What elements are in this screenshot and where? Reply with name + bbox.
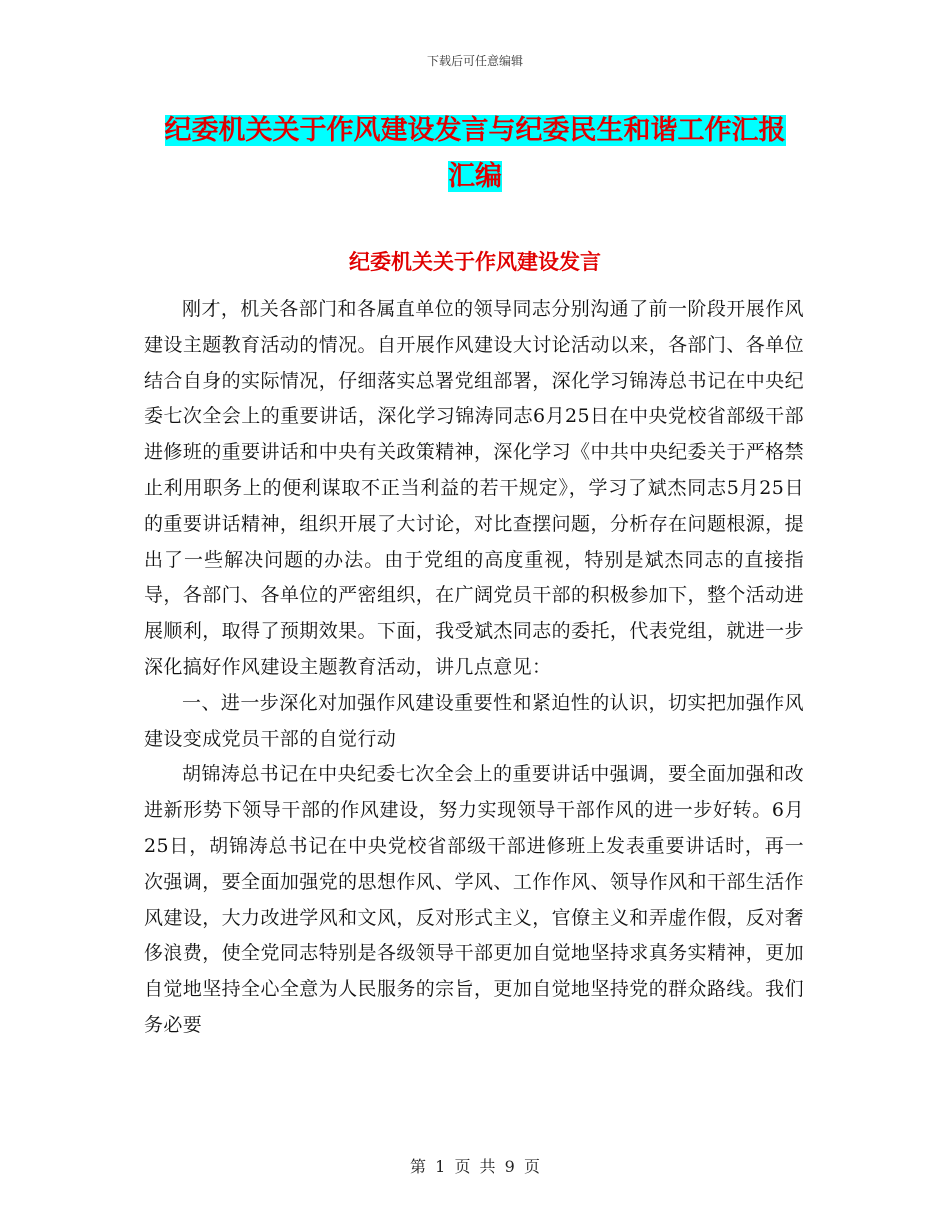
- page-label-mid: 页: [454, 1157, 471, 1176]
- page-label-suffix: 页: [523, 1157, 540, 1176]
- body-paragraph-3: 胡锦涛总书记在中央纪委七次全会上的重要讲话中强调，要全面加强和改进新形势下领导干部的作风建设，努力实现领导干部作风的进一步好转。6月25日，胡锦涛总书记在中央党校省部级干部进修班上发表重要讲话时，再一次强调，要全面加强党的思想作风、学风、工作作风、领导作风和干部生活作风建设，大力改进学风和文风，反对形式主义，官僚主义和弄虚作假，反对奢侈浪费，使全党同志特别是各级领导干部更加自觉地坚持求真务实精神，更加自觉地坚持全心全意为人民服务的宗旨，更加自觉地坚持党的群众路线。我们务必要: [144, 763, 804, 1036]
- current-page-number: 1: [435, 1157, 446, 1176]
- document-title: [140, 108, 810, 200]
- page-footer: [0, 1154, 950, 1177]
- document-title-line-1: 纪委机关关于作风建设发言与纪委民生和谐工作汇报: [164, 115, 786, 146]
- body-paragraph-1: 刚才，机关各部门和各属直单位的领导同志分别沟通了前一阶段开展作风建设主题教育活动的情况。自开展作风建设大讨论活动以来，各部门、各单位结合自身的实际情况，仔细落实总署党组部署，深化学习锦涛总书记在中央纪委七次全会上的重要讲话，深化学习锦涛同志6月25日在中央党校省部级干部进修班的重要讲话和中央有关政策精神，深化学习《中共中央纪委关于严格禁止利用职务上的便利谋取不正当利益的若干规定》，学习了斌杰同志5月25日的重要讲话精神，组织开展了大讨论，对比查摆问题，分析存在问题根源，提出了一些解决问题的办法。由于党组的高度重视，特别是斌杰同志的直接指导，各部门、各单位的严密组织，在广阔党员干部的积极参加下，整个活动进展顺利，取得了预期效果。下面，我受斌杰同志的委托，代表党组，就进一步深化搞好作风建设主题教育活动，讲几点意见：: [144, 298, 804, 678]
- header-note: 下载后可任意编辑: [426, 54, 523, 68]
- body-paragraph-2: 一、进一步深化对加强作风建设重要性和紧迫性的认识，切实把加强作风建设变成党员干部的自觉行动: [144, 691, 804, 750]
- total-label: 共: [479, 1157, 496, 1176]
- total-pages-number: 9: [504, 1157, 515, 1176]
- section-title: 纪委机关关于作风建设发言: [349, 250, 601, 274]
- document-title-line-2: 汇编: [448, 161, 502, 192]
- body-text: [144, 292, 804, 1044]
- page-label-prefix: 第: [410, 1157, 427, 1176]
